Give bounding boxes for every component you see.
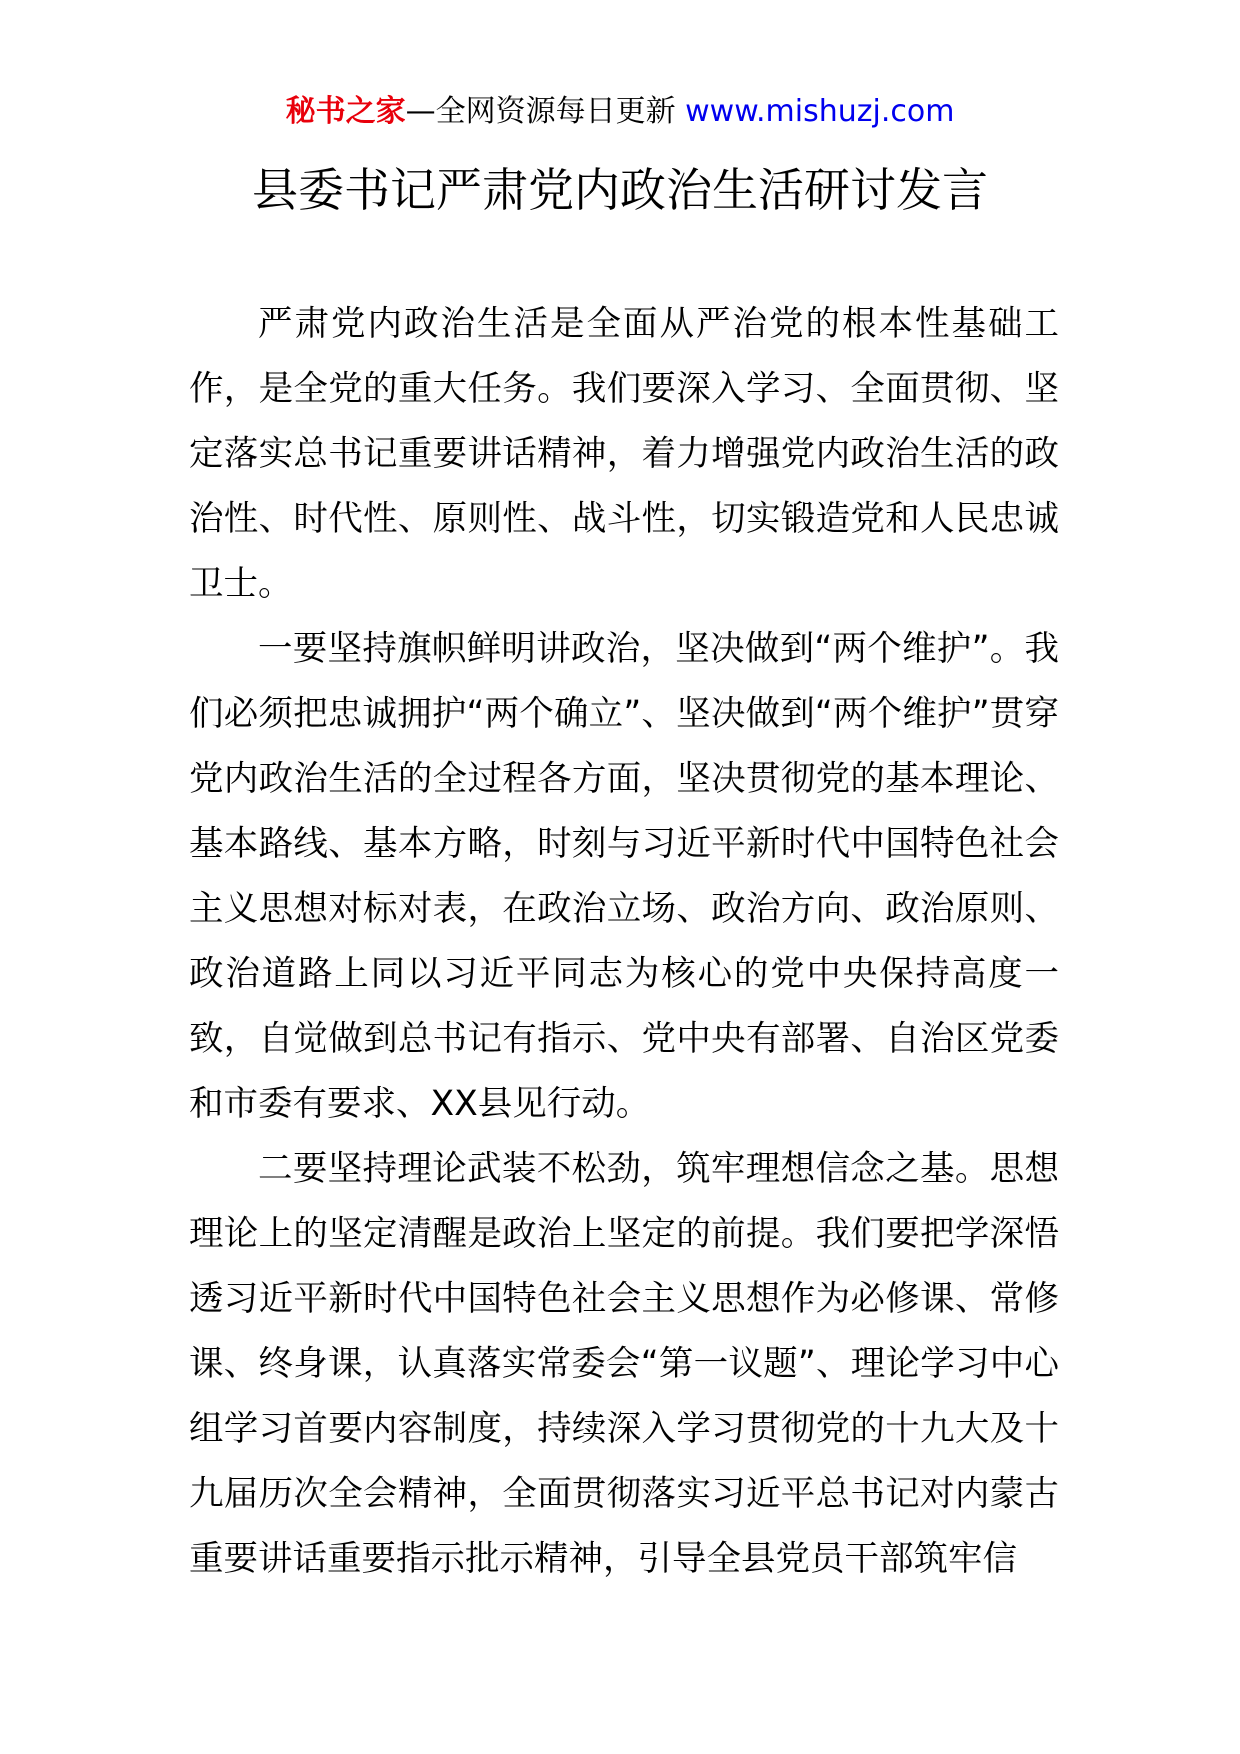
site-tagline: —全网资源每日更新 (405, 94, 676, 129)
document-body (189, 292, 1059, 1592)
site-brand: 秘书之家 (285, 94, 406, 129)
paragraph-point-one: 一要坚持旗帜鲜明讲政治，坚决做到“两个维护”。我们必须把忠诚拥护“两个确立”、坚决做到“两个维护”贯穿党内政治生活的全过程各方面，坚决贯彻党的基本理论、基本路线、基本方略，时刻与习近平新时代中国特色社会主义思想对标对表，在政治立场、政治方向、政治原则、政治道路上同以习近平同志为核心的党中央保持高度一致，自觉做到总书记有指示、党中央有部署、自治区党委和市委有要求、XX县见行动。 (189, 629, 1059, 1124)
document-title: 县委书记严肃党内政治生活研讨发言 (252, 163, 988, 217)
site-url-link[interactable]: www.mishuzj.com (685, 94, 955, 129)
site-header (0, 92, 1240, 132)
paragraph-point-two: 二要坚持理论武装不松劲，筑牢理想信念之基。思想理论上的坚定清醒是政治上坚定的前提。我们要把学深悟透习近平新时代中国特色社会主义思想作为必修课、常修课、终身课，认真落实常委会“第一议题”、理论学习中心组学习首要内容制度，持续深入学习贯彻党的十九大及十九届历次全会精神，全面贯彻落实习近平总书记对内蒙古重要讲话重要指示批示精神，引导全县党员干部筑牢信 (189, 1149, 1059, 1579)
paragraph-intro: 严肃党内政治生活是全面从严治党的根本性基础工作，是全党的重大任务。我们要深入学习、全面贯彻、坚定落实总书记重要讲话精神，着力增强党内政治生活的政治性、时代性、原则性、战斗性，切实锻造党和人民忠诚卫士。 (189, 304, 1059, 604)
